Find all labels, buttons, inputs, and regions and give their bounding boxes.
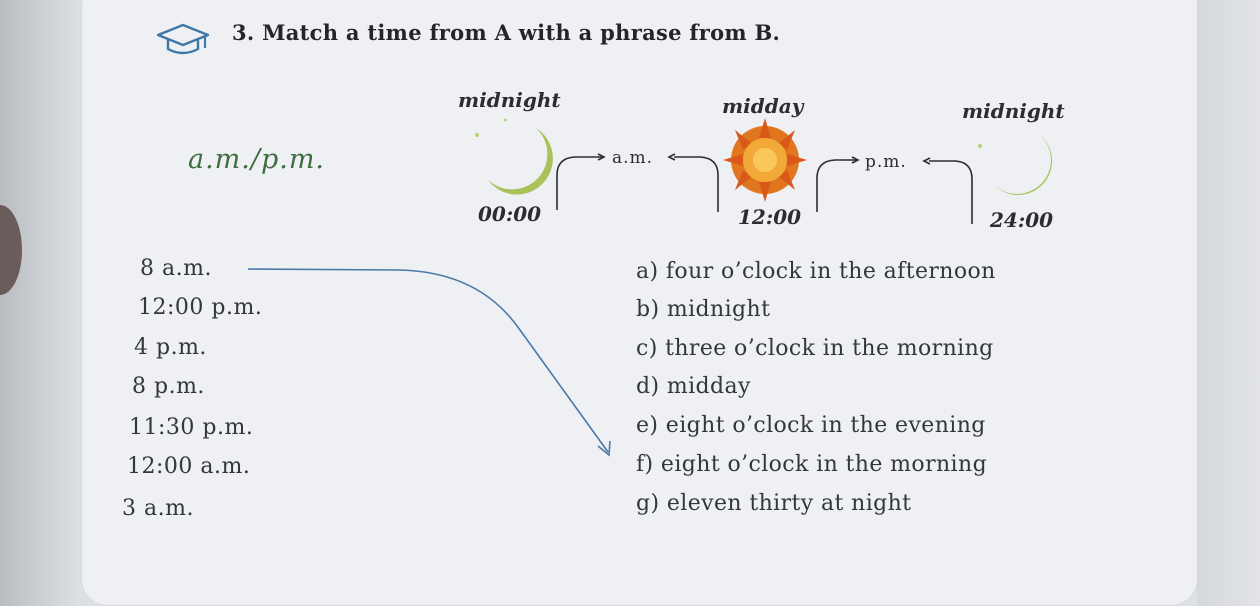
column-b-item: g) eleven thirty at night: [636, 491, 912, 516]
top-label-midday: midday: [722, 94, 804, 118]
column-b-item: b) midnight: [636, 297, 771, 322]
column-a-item: 4 p.m.: [134, 335, 207, 360]
am-pm-label: a.m./p.m.: [188, 144, 326, 175]
arrowhead: [598, 441, 610, 455]
exercise-instruction: Match a time from A with a phrase from B.: [262, 20, 781, 45]
column-a-item: 11:30 p.m.: [129, 415, 254, 440]
exercise-number: 3.: [232, 20, 255, 45]
column-a-item: 8 p.m.: [132, 374, 205, 399]
moon-icon: [475, 119, 553, 195]
time-2400: 24:00: [990, 208, 1054, 232]
column-b-item: d) midday: [636, 374, 751, 399]
column-b-item: a) four o’clock in the afternoon: [636, 259, 996, 284]
time-0000: 00:00: [478, 202, 542, 226]
time-1200: 12:00: [738, 205, 802, 229]
moon-icon: [978, 135, 1052, 195]
period-pm: p.m.: [865, 152, 907, 172]
column-b-item: c) three o’clock in the morning: [636, 336, 994, 361]
column-b-item: f) eight o’clock in the morning: [636, 452, 988, 477]
column-a-item: 3 a.m.: [122, 496, 194, 521]
sun-icon: [723, 118, 807, 202]
example-match-arrow: [248, 269, 608, 452]
column-a-item: 12:00 p.m.: [138, 295, 263, 320]
top-label-midnight-start: midnight: [458, 88, 561, 112]
column-a-item: 8 a.m.: [140, 256, 212, 281]
period-am: a.m.: [612, 148, 654, 168]
column-a-item: 12:00 a.m.: [127, 454, 251, 479]
top-label-midnight-end: midnight: [962, 99, 1065, 123]
column-b-item: e) eight o’clock in the evening: [636, 413, 986, 438]
